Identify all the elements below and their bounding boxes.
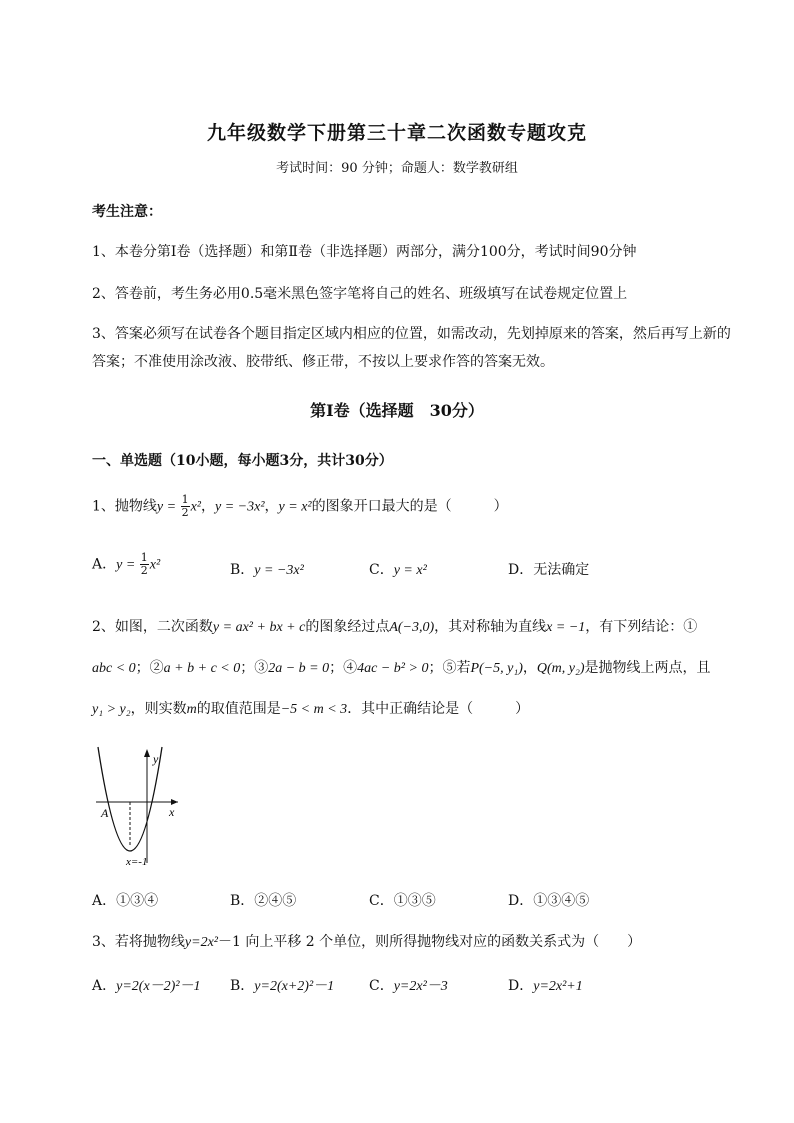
q1-opt-a-post: x² [149,557,161,573]
graph-x-label: x [169,805,175,819]
q2-l3-b: 的取值范围是 [196,701,281,717]
q2-option-a[interactable]: A．①③④ [92,893,159,909]
q2-l1-f: y = ax² + bx + c [212,620,306,635]
q2-s4: ；⑤若 [428,660,471,676]
question-1 [92,494,508,519]
q1-opt-b-label: B． [230,562,255,578]
q1-f1-post: x² [190,499,202,515]
q3-option-b[interactable] [230,975,334,995]
q2-l3-range: −5 < m < 3 [280,702,348,717]
q1-tail: 的图象开口最大的是（ ） [311,498,508,515]
graph-y-arrow [144,749,150,757]
q2-option-c[interactable]: C．①③⑤ [369,893,436,909]
graph-point-a-label: A [101,806,109,820]
q1-option-a[interactable] [92,552,160,577]
q2-l1-b: 的图象经过点 [305,619,390,635]
q2-cond-2: a + b + c < 0 [163,661,241,676]
q1-frac-num: 1 [181,493,189,506]
q2-s1: ；② [135,660,164,676]
q2-option-d[interactable]: D．①③④⑤ [508,893,590,909]
q1-opt-a-frac-num: 1 [140,551,148,564]
q3-option-c[interactable] [369,975,448,995]
q2-l1-axis: x = −1 [546,620,586,635]
question-2-line-1 [92,616,697,636]
q1-opt-a-fraction [140,552,149,577]
q2-s3: ；④ [329,660,358,676]
q1-opt-b-math: y = −3x² [254,563,304,578]
notice-item-1: 1、本卷分第Ⅰ卷（选择题）和第Ⅱ卷（非选择题）两部分，满分100分，考试时间90分钟 [92,244,637,260]
q1-opt-a-frac-den: 2 [140,564,148,577]
q3-opt-b-math: y=2(x+2)²－1 [254,979,335,994]
q1-lead: 1、抛物线 [92,498,157,515]
q2-l1-c: ，其对称轴为直线 [434,619,547,635]
q2-option-b[interactable]: B．②④⑤ [230,893,297,909]
notice-item-2: 2、答卷前，考生务必用0.5毫米黑色签字笔将自己的姓名、班级填写在试卷规定位置上 [92,286,628,302]
q2-l3-m: m [186,702,197,717]
q2-point-q: Q(m, y₂) [536,661,585,676]
q2-l1-d: ，有下列结论：① [585,619,698,635]
page-title: 九年级数学下册第三十章二次函数专题攻克 [206,122,587,144]
q3-opt-d-label: D． [508,978,534,994]
q3-a: 3、若将抛物线 [92,934,185,950]
parabola-graph [92,745,192,870]
q2-cond-1: abc < 0 [92,661,136,676]
q3-b: －1 向上平移 2 个单位，则所得抛物线对应的函数关系式为（ ） [218,934,642,950]
q3-opt-d-math: y=2x²+1 [533,979,583,994]
q2-cond-4: 4ac − b² > 0 [357,661,429,676]
part-heading: 第Ⅰ卷（选择题 30分） [310,401,484,420]
q3-opt-a-label: A． [92,978,117,994]
question-3 [92,931,641,951]
q3-f: y=2x² [184,935,218,950]
q2-l1-a: 2、如图，二次函数 [92,619,213,635]
graph-y-label: y [153,752,159,766]
q3-option-d[interactable] [508,975,583,995]
q1-f2: y = −3x² [215,499,265,515]
q1-fraction [181,494,190,519]
q1-opt-c-math: y = x² [393,563,427,578]
q2-point-p: P(−5, y₁) [470,661,523,676]
q3-option-a[interactable] [92,975,201,995]
q3-opt-c-label: C． [369,978,394,994]
q1-sep-1: ， [201,498,216,515]
question-2-line-2 [92,657,711,677]
q1-f1-pre: y = [156,499,180,515]
notice-heading: 考生注意： [92,204,162,220]
q2-s5: ， [522,660,537,676]
q2-cond-3: 2a − b = 0 [268,661,330,676]
q1-option-d[interactable]: D．无法确定 [508,562,590,578]
q2-l3-cond: y₁ > y₂ [92,702,131,717]
q1-f3: y = x² [278,499,312,515]
q1-option-c[interactable] [369,559,427,579]
q3-opt-c-math: y=2x²－3 [393,979,448,994]
q2-l1-pt: A(−3,0) [389,620,435,635]
q2-l3-c: ．其中正确结论是（ ） [347,701,530,717]
q2-l3-a: ，则实数 [130,701,187,717]
q1-opt-a-label: A． [92,556,117,573]
q2-l2-end: 是抛物线上两点，且 [584,660,711,676]
section-heading: 一、单选题（10小题，每小题3分，共计30分） [92,453,393,469]
q1-option-b[interactable] [230,559,304,579]
graph-axis-label: x=-1 [126,856,148,868]
notice-item-3: 3、答案必须写在试卷各个题目指定区域内相应的位置，如需改动，先划掉原来的答案，然后再写上新的答案；不准使用涂改液、胶带纸、修正带，不按以上要求作答的答案无效。 [92,326,731,370]
q1-opt-a-pre: y = [116,557,139,573]
q3-opt-a-math: y=2(x－2)²－1 [116,979,201,994]
q1-opt-c-label: C． [369,562,394,578]
q3-opt-b-label: B． [230,978,255,994]
q1-sep-2: ， [264,498,279,515]
q1-frac-den: 2 [181,506,189,519]
exam-info: 考试时间：90 分钟；命题人：数学教研组 [276,161,518,176]
q2-s2: ；③ [240,660,269,676]
question-2-line-3 [92,698,529,718]
